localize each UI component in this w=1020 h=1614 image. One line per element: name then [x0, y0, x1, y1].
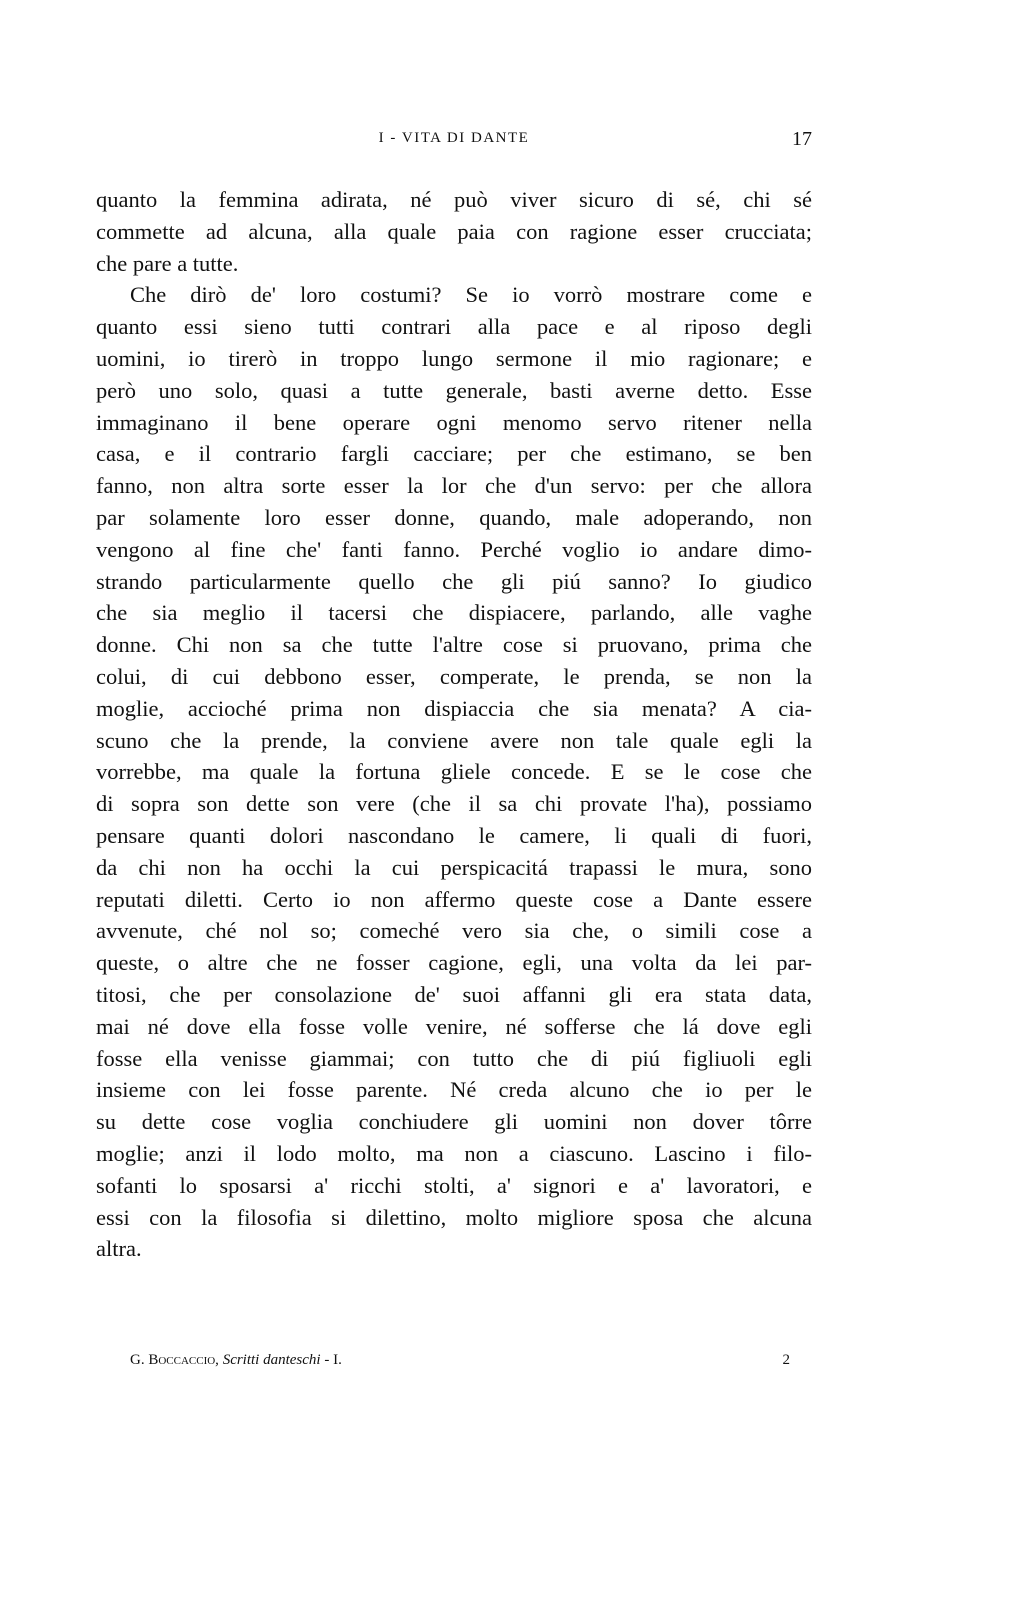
- text-line: da chi non ha occhi la cui perspicacitá trapassi le mura, sono: [96, 854, 812, 880]
- page-header: [96, 130, 812, 156]
- text-line: casa, e il contrario fargli cacciare; per che estimano, se ben: [96, 441, 812, 467]
- text-line: quanto la femmina adirata, né può viver sicuro di sé, chi sé: [96, 187, 812, 212]
- footer-title: Scritti danteschi: [222, 1352, 321, 1368]
- text-line: par solamente loro esser donne, quando, male adoperando, non: [96, 504, 812, 530]
- text-line: scuno che la prende, la conviene avere non tale quale egli la: [96, 727, 812, 753]
- text-line: che pare a tutte.: [96, 250, 239, 276]
- text-line: strando particularmente quello che gli piú sanno? Io giudico: [96, 568, 812, 594]
- text-line: titosi, che per consolazione de' suoi affanni gli era stata data,: [96, 981, 812, 1007]
- text-line: altra.: [96, 1236, 142, 1262]
- text-line: moglie, accioché prima non dispiaccia che sia menata? A cia-: [96, 695, 812, 721]
- text-line: colui, di cui debbono esser, comperate, le prenda, se non la: [96, 663, 812, 689]
- signature-mark: 2: [782, 1352, 790, 1368]
- text-line: vorrebbe, ma quale la fortuna gliele concede. E se le cose che: [96, 759, 812, 785]
- text-line: vengono al fine che' fanti fanno. Perché voglio io andare dimo-: [96, 536, 812, 562]
- running-title: I - VITA DI DANTE: [378, 130, 530, 146]
- text-line: immaginano il bene operare ogni menomo servo ritener nella: [96, 409, 812, 435]
- text-line: essi con la filosofia si dilettino, molto migliore sposa che alcuna: [96, 1204, 812, 1230]
- text-line: su dette cose voglia conchiudere gli uomini non dover tôrre: [96, 1109, 812, 1135]
- text-line: donne. Chi non sa che tutte l'altre cose si pruovano, prima che: [96, 632, 812, 658]
- page-number: 17: [792, 128, 812, 150]
- text-line: però uno solo, quasi a tutte generale, basti averne detto. Esse: [96, 377, 812, 403]
- text-line: commette ad alcuna, alla quale paia con ragione esser crucciata;: [96, 218, 812, 244]
- text-line: che sia meglio il tacersi che dispiacere, parlando, alle vaghe: [96, 600, 812, 626]
- text-line: insieme con lei fosse parente. Né creda alcuno che io per le: [96, 1077, 812, 1103]
- text-line: mai né dove ella fosse volle venire, né sofferse che lá dove egli: [96, 1013, 812, 1039]
- text-line: moglie; anzi il lodo molto, ma non a ciascuno. Lascino i filo-: [96, 1140, 812, 1166]
- text-line: uomini, io tirerò in troppo lungo sermone il mio ragionare; e: [96, 345, 812, 371]
- text-line: fosse ella venisse giammai; con tutto che di piú figliuoli egli: [96, 1045, 812, 1071]
- text-line: quanto essi sieno tutti contrari alla pace e al riposo degli: [96, 314, 812, 340]
- footer-author: G. Boccaccio,: [130, 1352, 219, 1368]
- text-line: pensare quanti dolori nascondano le camere, li quali di fuori,: [96, 822, 812, 848]
- footer-volume: - I.: [320, 1352, 342, 1368]
- text-line: sofanti lo sposarsi a' ricchi stolti, a' signori e a' lavoratori, e: [96, 1172, 812, 1198]
- body-text: [96, 184, 812, 1265]
- text-line: di sopra son dette son vere (che il sa chi provate l'ha), possiamo: [96, 791, 812, 817]
- text-line: Che dirò de' loro costumi? Se io vorrò mostrare come e: [130, 282, 812, 308]
- text-line: queste, o altre che ne fosser cagione, egli, una volta da lei par-: [96, 950, 812, 976]
- page-footer: [130, 1352, 790, 1369]
- text-line: avvenute, ché nol so; comeché vero sia che, o simili cose a: [96, 918, 812, 944]
- text-line: fanno, non altra sorte esser la lor che d'un servo: per che allora: [96, 473, 812, 499]
- text-line: reputati diletti. Certo io non affermo queste cose a Dante essere: [96, 886, 812, 912]
